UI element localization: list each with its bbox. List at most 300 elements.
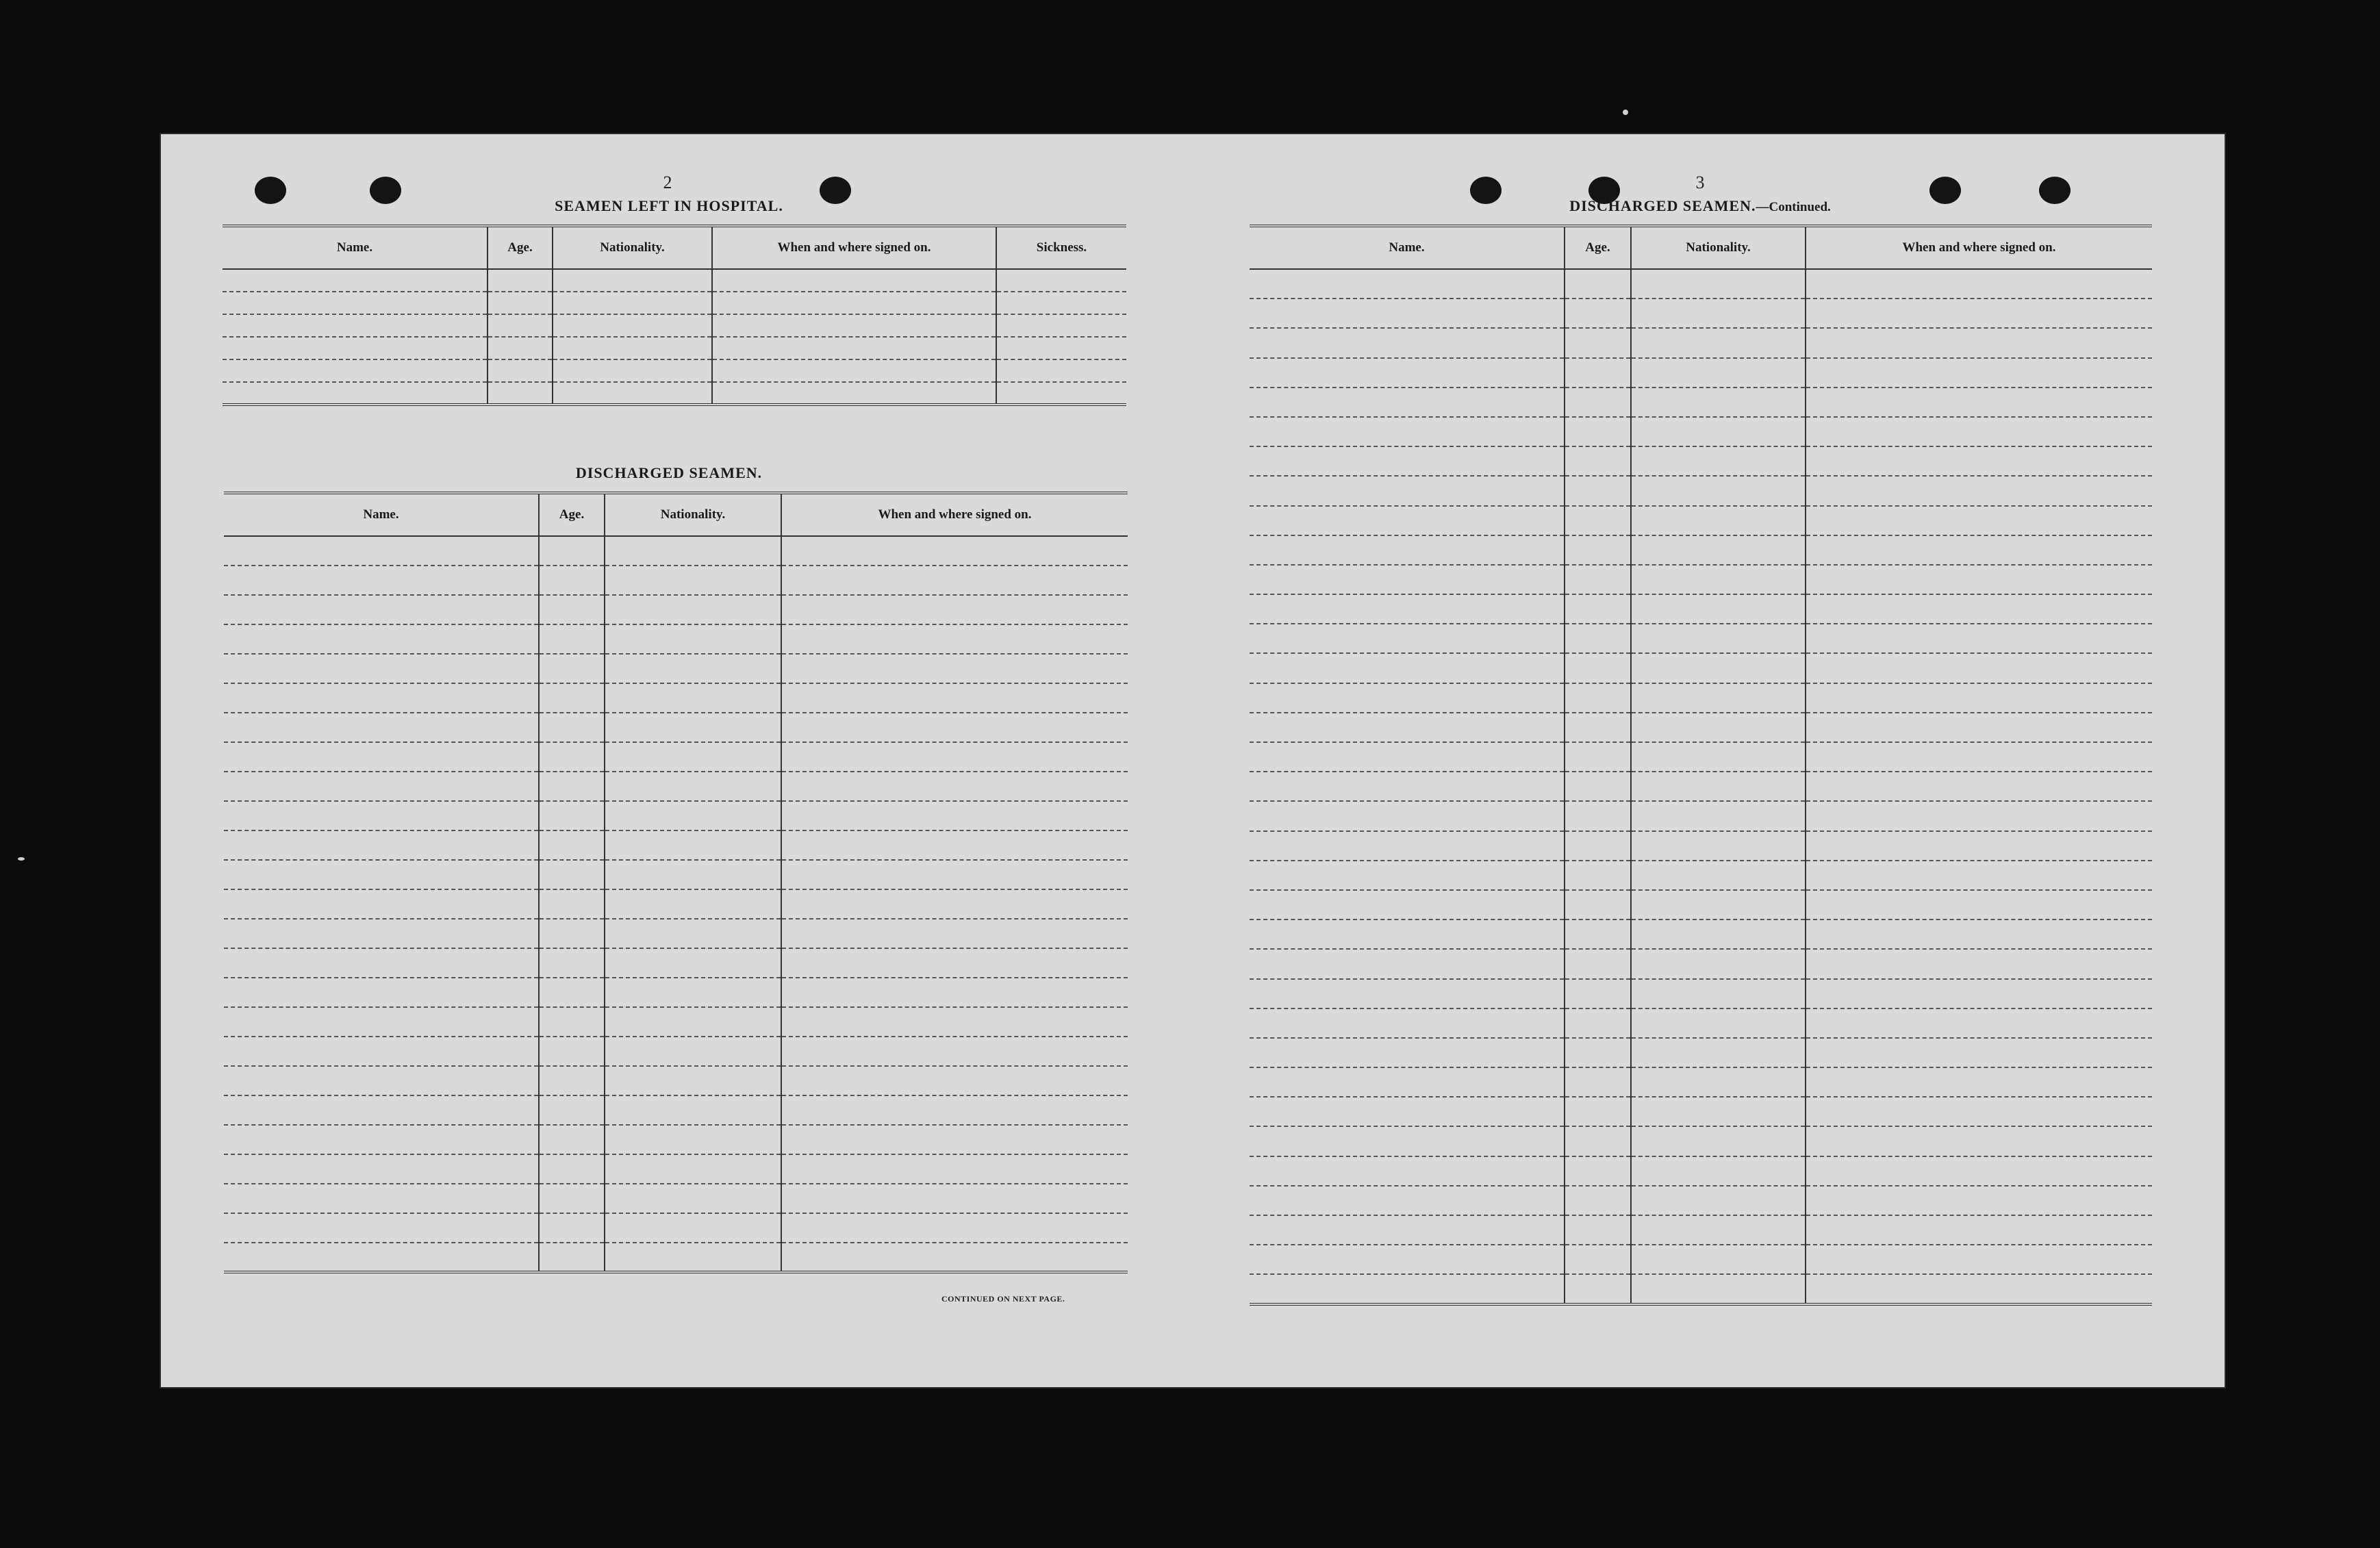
blank-cell <box>781 1125 1128 1154</box>
table-row <box>1250 653 2152 683</box>
blank-cell <box>712 382 996 405</box>
blank-cell <box>1806 624 2152 653</box>
blank-cell <box>1631 328 1806 357</box>
dust-speck <box>18 857 25 861</box>
blank-cell <box>1250 1097 1565 1126</box>
blank-cell <box>224 830 539 860</box>
blank-cell <box>605 595 781 624</box>
blank-cell <box>712 269 996 292</box>
blank-cell <box>996 359 1126 382</box>
blank-cell <box>1565 949 1631 978</box>
table-row <box>223 359 1126 382</box>
table-row <box>224 536 1128 566</box>
blank-cell <box>224 948 539 978</box>
blank-cell <box>224 1037 539 1066</box>
table-row <box>1250 1274 2152 1304</box>
blank-cell <box>1631 683 1806 713</box>
blank-cell <box>1250 269 1565 299</box>
blank-cell <box>781 801 1128 830</box>
blank-cell <box>1806 476 2152 505</box>
table-row <box>1250 476 2152 505</box>
dust-speck <box>1623 110 1628 115</box>
blank-cell <box>539 742 605 772</box>
blank-cell <box>781 1184 1128 1213</box>
table-header-row <box>223 226 1126 269</box>
blank-cell <box>1631 417 1806 446</box>
blank-cell <box>1806 1245 2152 1274</box>
table-row <box>224 860 1128 889</box>
table-row <box>223 269 1126 292</box>
blank-cell <box>781 1213 1128 1243</box>
blank-cell <box>223 292 488 314</box>
blank-cell <box>1250 1156 1565 1186</box>
blank-cell <box>224 801 539 830</box>
blank-cell <box>605 948 781 978</box>
blank-cell <box>539 1095 605 1125</box>
blank-cell <box>1631 1008 1806 1038</box>
blank-cell <box>1806 1008 2152 1038</box>
column-header: Age. <box>488 226 553 269</box>
blank-cell <box>1806 535 2152 565</box>
discharged-section-title: DISCHARGED SEAMEN. <box>575 464 763 481</box>
blank-cell <box>605 1007 781 1037</box>
blank-cell <box>1631 861 1806 890</box>
blank-cell <box>539 772 605 801</box>
blank-cell <box>1250 1067 1565 1097</box>
table-row <box>1250 594 2152 624</box>
table-row <box>224 624 1128 654</box>
blank-cell <box>1631 269 1806 299</box>
blank-cell <box>224 1184 539 1213</box>
blank-cell <box>605 566 781 595</box>
blank-cell <box>224 860 539 889</box>
table-row <box>1250 506 2152 535</box>
blank-cell <box>1565 299 1631 328</box>
blank-cell <box>1806 446 2152 476</box>
blank-cell <box>539 801 605 830</box>
blank-cell <box>223 314 488 337</box>
blank-cell <box>488 314 553 337</box>
blank-cell <box>1631 476 1806 505</box>
blank-cell <box>1250 476 1565 505</box>
blank-cell <box>1250 742 1565 772</box>
blank-cell <box>1631 1067 1806 1097</box>
blank-cell <box>1565 919 1631 949</box>
blank-cell <box>1250 831 1565 861</box>
blank-cell <box>1250 535 1565 565</box>
blank-cell <box>781 889 1128 919</box>
page-right <box>1188 134 2225 1387</box>
blank-cell <box>1250 1186 1565 1215</box>
blank-cell <box>224 1007 539 1037</box>
blank-cell <box>781 1066 1128 1095</box>
blank-cell <box>1565 890 1631 919</box>
blank-cell <box>1565 417 1631 446</box>
blank-cell <box>224 978 539 1007</box>
table-row <box>1250 772 2152 801</box>
table-row <box>223 337 1126 359</box>
blank-cell <box>1806 919 2152 949</box>
blank-cell <box>1631 1156 1806 1186</box>
blank-cell <box>781 830 1128 860</box>
blank-cell <box>1631 919 1806 949</box>
blank-cell <box>1806 801 2152 830</box>
blank-cell <box>781 1007 1128 1037</box>
blank-cell <box>553 382 712 405</box>
blank-cell <box>1250 1245 1565 1274</box>
table-row <box>1250 1097 2152 1126</box>
blank-cell <box>1565 713 1631 742</box>
table-row <box>223 382 1126 405</box>
blank-cell <box>1250 299 1565 328</box>
blank-cell <box>224 1066 539 1095</box>
blank-cell <box>488 269 553 292</box>
blank-cell <box>1250 565 1565 594</box>
blank-cell <box>781 566 1128 595</box>
blank-cell <box>1565 506 1631 535</box>
blank-cell <box>1631 890 1806 919</box>
table-row <box>224 889 1128 919</box>
table-header-row <box>1250 226 2152 269</box>
blank-cell <box>539 566 605 595</box>
page-number: 3 <box>1695 173 1705 192</box>
table-row <box>1250 1008 2152 1038</box>
blank-cell <box>539 536 605 566</box>
blank-cell <box>1565 742 1631 772</box>
blank-cell <box>605 978 781 1007</box>
punch-hole <box>820 177 851 204</box>
table-row <box>1250 683 2152 713</box>
blank-cell <box>1565 1097 1631 1126</box>
table-row <box>1250 919 2152 949</box>
blank-cell <box>605 1125 781 1154</box>
table-header-row <box>224 493 1128 536</box>
title-suffix: —Continued. <box>1756 200 1831 214</box>
blank-cell <box>1565 1245 1631 1274</box>
blank-cell <box>1631 653 1806 683</box>
blank-cell <box>1565 1274 1631 1304</box>
blank-cell <box>1250 1038 1565 1067</box>
table-row <box>1250 1245 2152 1274</box>
blank-cell <box>1250 1008 1565 1038</box>
blank-cell <box>488 382 553 405</box>
blank-cell <box>1806 328 2152 357</box>
table-row <box>1250 949 2152 978</box>
blank-cell <box>781 1154 1128 1184</box>
blank-cell <box>1631 1245 1806 1274</box>
blank-cell <box>539 713 605 742</box>
blank-cell <box>781 1095 1128 1125</box>
blank-cell <box>1565 683 1631 713</box>
blank-cell <box>224 1154 539 1184</box>
blank-cell <box>223 382 488 405</box>
blank-cell <box>1565 594 1631 624</box>
blank-cell <box>1806 506 2152 535</box>
blank-cell <box>1631 1215 1806 1245</box>
table-row <box>224 978 1128 1007</box>
blank-cell <box>553 292 712 314</box>
blank-cell <box>224 919 539 948</box>
blank-cell <box>1806 979 2152 1008</box>
table-row <box>1250 1156 2152 1186</box>
blank-cell <box>1565 1067 1631 1097</box>
blank-cell <box>539 1184 605 1213</box>
column-header: Age. <box>1565 226 1631 269</box>
blank-cell <box>605 1213 781 1243</box>
blank-cell <box>539 1154 605 1184</box>
blank-cell <box>1631 565 1806 594</box>
blank-cell <box>1250 772 1565 801</box>
table-row <box>1250 417 2152 446</box>
table-row <box>224 595 1128 624</box>
blank-cell <box>224 536 539 566</box>
blank-cell <box>539 978 605 1007</box>
table-row <box>1250 328 2152 357</box>
column-header: Name. <box>224 493 539 536</box>
blank-cell <box>1806 742 2152 772</box>
blank-cell <box>712 314 996 337</box>
table-row <box>1250 535 2152 565</box>
blank-cell <box>605 683 781 713</box>
blank-cell <box>712 337 996 359</box>
table-row <box>1250 742 2152 772</box>
blank-cell <box>1806 594 2152 624</box>
table-row <box>224 1125 1128 1154</box>
blank-cell <box>1565 653 1631 683</box>
discharged-table <box>224 492 1128 1273</box>
blank-cell <box>223 359 488 382</box>
column-header: Nationality. <box>605 493 781 536</box>
blank-cell <box>1631 801 1806 830</box>
blank-cell <box>224 683 539 713</box>
blank-cell <box>224 1095 539 1125</box>
blank-cell <box>605 860 781 889</box>
blank-cell <box>1250 919 1565 949</box>
blank-cell <box>539 624 605 654</box>
page-number: 2 <box>663 173 672 192</box>
page-left <box>161 134 1188 1387</box>
punch-hole <box>1470 177 1502 204</box>
blank-cell <box>1631 1097 1806 1126</box>
blank-cell <box>605 1184 781 1213</box>
blank-cell <box>539 830 605 860</box>
table-row <box>224 919 1128 948</box>
blank-cell <box>605 713 781 742</box>
blank-cell <box>781 624 1128 654</box>
blank-cell <box>223 269 488 292</box>
blank-cell <box>1565 624 1631 653</box>
blank-cell <box>1250 594 1565 624</box>
table-row <box>1250 624 2152 653</box>
blank-cell <box>1631 388 1806 417</box>
blank-cell <box>996 314 1126 337</box>
blank-cell <box>488 359 553 382</box>
blank-cell <box>1250 861 1565 890</box>
table-row <box>1250 831 2152 861</box>
blank-cell <box>1631 713 1806 742</box>
blank-cell <box>1565 269 1631 299</box>
blank-cell <box>1806 565 2152 594</box>
blank-cell <box>712 292 996 314</box>
blank-cell <box>1565 861 1631 890</box>
table-row <box>224 801 1128 830</box>
blank-cell <box>488 337 553 359</box>
blank-cell <box>539 595 605 624</box>
table-row <box>224 1213 1128 1243</box>
blank-cell <box>605 919 781 948</box>
blank-cell <box>539 683 605 713</box>
blank-cell <box>1806 1038 2152 1067</box>
discharged-continued-title <box>1569 197 1831 215</box>
blank-cell <box>1806 890 2152 919</box>
table-row <box>1250 388 2152 417</box>
blank-cell <box>781 536 1128 566</box>
blank-cell <box>1565 1186 1631 1215</box>
blank-cell <box>605 742 781 772</box>
blank-cell <box>224 742 539 772</box>
blank-cell <box>1806 1156 2152 1186</box>
blank-cell <box>1631 979 1806 1008</box>
blank-cell <box>539 1007 605 1037</box>
blank-cell <box>1565 535 1631 565</box>
blank-cell <box>224 772 539 801</box>
blank-cell <box>1250 949 1565 978</box>
blank-cell <box>1250 801 1565 830</box>
column-header: When and where signed on. <box>781 493 1128 536</box>
table-row <box>1250 979 2152 1008</box>
blank-cell <box>1565 446 1631 476</box>
blank-cell <box>1565 979 1631 1008</box>
blank-cell <box>1565 1215 1631 1245</box>
table-row <box>224 1037 1128 1066</box>
blank-cell <box>553 337 712 359</box>
blank-cell <box>224 713 539 742</box>
blank-cell <box>1250 388 1565 417</box>
blank-cell <box>1631 624 1806 653</box>
column-header: Name. <box>223 226 488 269</box>
blank-cell <box>224 889 539 919</box>
table-row <box>224 654 1128 683</box>
blank-cell <box>1631 299 1806 328</box>
table-row <box>224 1243 1128 1272</box>
blank-cell <box>1806 1186 2152 1215</box>
blank-cell <box>539 1213 605 1243</box>
punch-hole <box>255 177 286 204</box>
blank-cell <box>1806 831 2152 861</box>
blank-cell <box>1565 476 1631 505</box>
table-row <box>224 742 1128 772</box>
table-row <box>224 772 1128 801</box>
table-row <box>224 1154 1128 1184</box>
table-row <box>224 683 1128 713</box>
blank-cell <box>781 713 1128 742</box>
blank-cell <box>1806 683 2152 713</box>
blank-cell <box>781 919 1128 948</box>
table-row <box>224 1184 1128 1213</box>
blank-cell <box>539 948 605 978</box>
hospital-section-title: SEAMEN LEFT IN HOSPITAL. <box>555 197 783 214</box>
blank-cell <box>605 536 781 566</box>
blank-cell <box>1565 358 1631 388</box>
blank-cell <box>1631 446 1806 476</box>
blank-cell <box>1565 1156 1631 1186</box>
blank-cell <box>1565 328 1631 357</box>
blank-cell <box>1631 1126 1806 1156</box>
blank-cell <box>781 860 1128 889</box>
blank-cell <box>1806 299 2152 328</box>
table-row <box>1250 299 2152 328</box>
table-row <box>224 830 1128 860</box>
blank-cell <box>605 1095 781 1125</box>
blank-cell <box>539 1037 605 1066</box>
blank-cell <box>1250 328 1565 357</box>
blank-cell <box>539 860 605 889</box>
table-row <box>224 1007 1128 1037</box>
blank-cell <box>224 624 539 654</box>
table-row <box>223 292 1126 314</box>
blank-cell <box>1806 1067 2152 1097</box>
blank-cell <box>539 1125 605 1154</box>
blank-cell <box>1631 506 1806 535</box>
blank-cell <box>605 1037 781 1066</box>
blank-cell <box>553 269 712 292</box>
blank-cell <box>1565 831 1631 861</box>
blank-cell <box>605 801 781 830</box>
punch-hole <box>1929 177 1961 204</box>
table-row <box>224 566 1128 595</box>
blank-cell <box>1631 831 1806 861</box>
table-row <box>224 1066 1128 1095</box>
blank-cell <box>1250 506 1565 535</box>
blank-cell <box>1250 358 1565 388</box>
blank-cell <box>1250 417 1565 446</box>
blank-cell <box>1806 417 2152 446</box>
table-row <box>1250 269 2152 299</box>
blank-cell <box>605 1243 781 1272</box>
column-header: When and where signed on. <box>712 226 996 269</box>
blank-cell <box>1806 1097 2152 1126</box>
blank-cell <box>224 1213 539 1243</box>
blank-cell <box>781 1243 1128 1272</box>
discharged-continued-table <box>1250 225 2152 1306</box>
table-row <box>223 314 1126 337</box>
column-header: When and where signed on. <box>1806 226 2152 269</box>
blank-cell <box>605 889 781 919</box>
column-header: Age. <box>539 493 605 536</box>
blank-cell <box>1806 653 2152 683</box>
blank-cell <box>1250 1215 1565 1245</box>
blank-cell <box>539 919 605 948</box>
blank-cell <box>605 624 781 654</box>
continued-note: CONTINUED ON NEXT PAGE. <box>941 1294 1065 1304</box>
blank-cell <box>1565 772 1631 801</box>
table-row <box>1250 890 2152 919</box>
blank-cell <box>781 978 1128 1007</box>
table-row <box>224 948 1128 978</box>
blank-cell <box>1806 358 2152 388</box>
blank-cell <box>781 742 1128 772</box>
blank-cell <box>1631 772 1806 801</box>
table-row <box>1250 358 2152 388</box>
table-row <box>1250 1038 2152 1067</box>
table-row <box>1250 1126 2152 1156</box>
blank-cell <box>605 830 781 860</box>
blank-cell <box>539 1066 605 1095</box>
table-row <box>1250 713 2152 742</box>
blank-cell <box>1631 949 1806 978</box>
blank-cell <box>1250 683 1565 713</box>
blank-cell <box>1631 358 1806 388</box>
